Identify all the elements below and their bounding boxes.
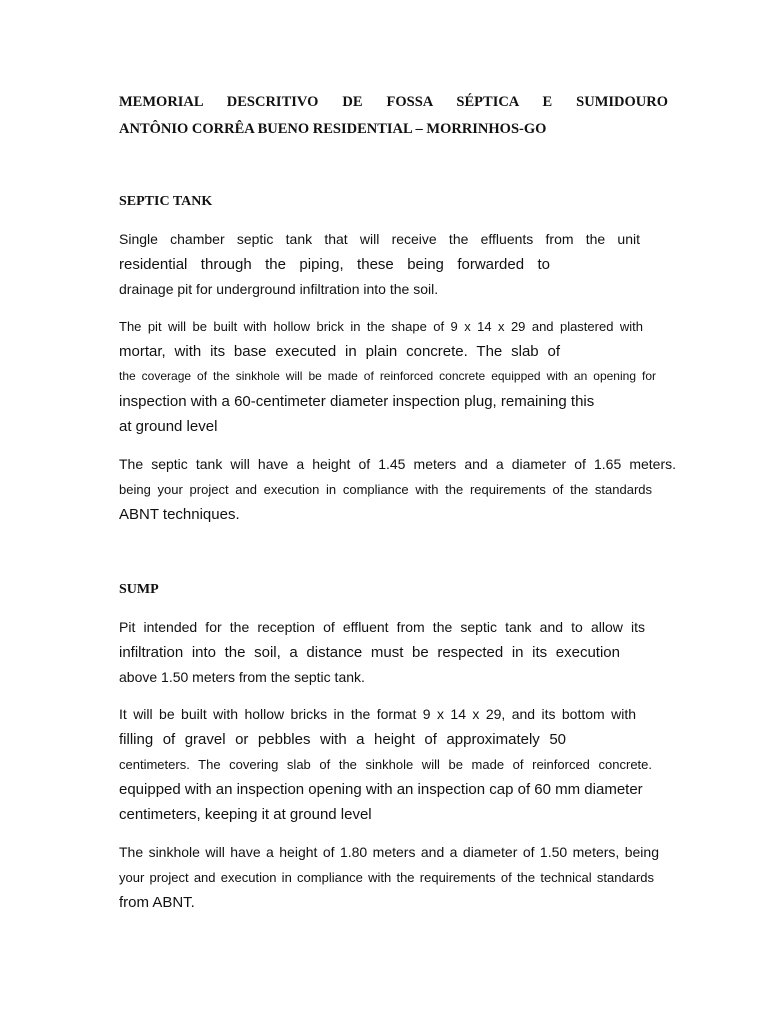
septic-p3-line-3: ABNT techniques. [119,506,240,523]
sump-paragraph-1 [119,615,645,690]
title-line-1: MEMORIAL DESCRITIVO DE FOSSA SÉPTICA E SUMIDOURO [119,94,668,110]
sump-p1-line-1: Pit intended for the reception of effluent from the septic tank and to allow its [119,619,645,635]
septic-p2-line-2: mortar, with its base executed in plain concrete. The slab of [119,343,560,360]
septic-paragraph-1 [119,227,640,302]
sump-p3-line-1: The sinkhole will have a height of 1.80 meters and a diameter of 1.50 meters, being [119,844,659,860]
sump-p1-line-2: infiltration into the soil, a distance must be respected in its execution [119,644,620,661]
septic-paragraph-2 [119,314,656,439]
septic-p3-line-2: being your project and execution in compliance with the requirements of the standards [119,482,652,497]
septic-p2-line-4: inspection with a 60-centimeter diameter inspection plug, remaining this [119,393,595,410]
sump-paragraph-3 [119,840,659,915]
sump-p2-line-3: centimeters. The covering slab of the sinkhole will be made of reinforced concrete. [119,757,652,772]
document-title [119,89,668,143]
sump-p2-line-1: It will be built with hollow bricks in the format 9 x 14 x 29, and its bottom with [119,706,636,722]
title-line-2: ANTÔNIO CORRÊA BUENO RESIDENTIAL – MORRINHOS-GO [119,121,547,137]
section-heading-sump: SUMP [119,582,159,597]
septic-p1-line-1: Single chamber septic tank that will receive the effluents from the unit [119,231,640,247]
septic-p3-line-1: The septic tank will have a height of 1.45 meters and a diameter of 1.65 meters. [119,456,676,472]
sump-p2-line-4: equipped with an inspection opening with an inspection cap of 60 mm diameter [119,781,643,798]
sump-p3-line-3: from ABNT. [119,894,195,911]
septic-p2-line-5: at ground level [119,418,218,435]
section-heading-septic-tank: SEPTIC TANK [119,194,213,209]
septic-p1-line-2: residential through the piping, these being forwarded to [119,256,550,273]
sump-paragraph-2 [119,702,652,827]
sump-p1-line-3: above 1.50 meters from the septic tank. [119,669,365,685]
sump-p2-line-5: centimeters, keeping it at ground level [119,806,372,823]
septic-p1-line-3: drainage pit for underground infiltration into the soil. [119,281,439,297]
septic-p2-line-3: the coverage of the sinkhole will be made of reinforced concrete equipped with an opening for [119,369,656,383]
septic-p2-line-1: The pit will be built with hollow brick in the shape of 9 x 14 x 29 and plastered with [119,319,643,334]
septic-paragraph-3 [119,452,676,527]
sump-p3-line-2: your project and execution in compliance with the requirements of the technical standards [119,870,654,885]
sump-p2-line-2: filling of gravel or pebbles with a height of approximately 50 [119,731,566,748]
